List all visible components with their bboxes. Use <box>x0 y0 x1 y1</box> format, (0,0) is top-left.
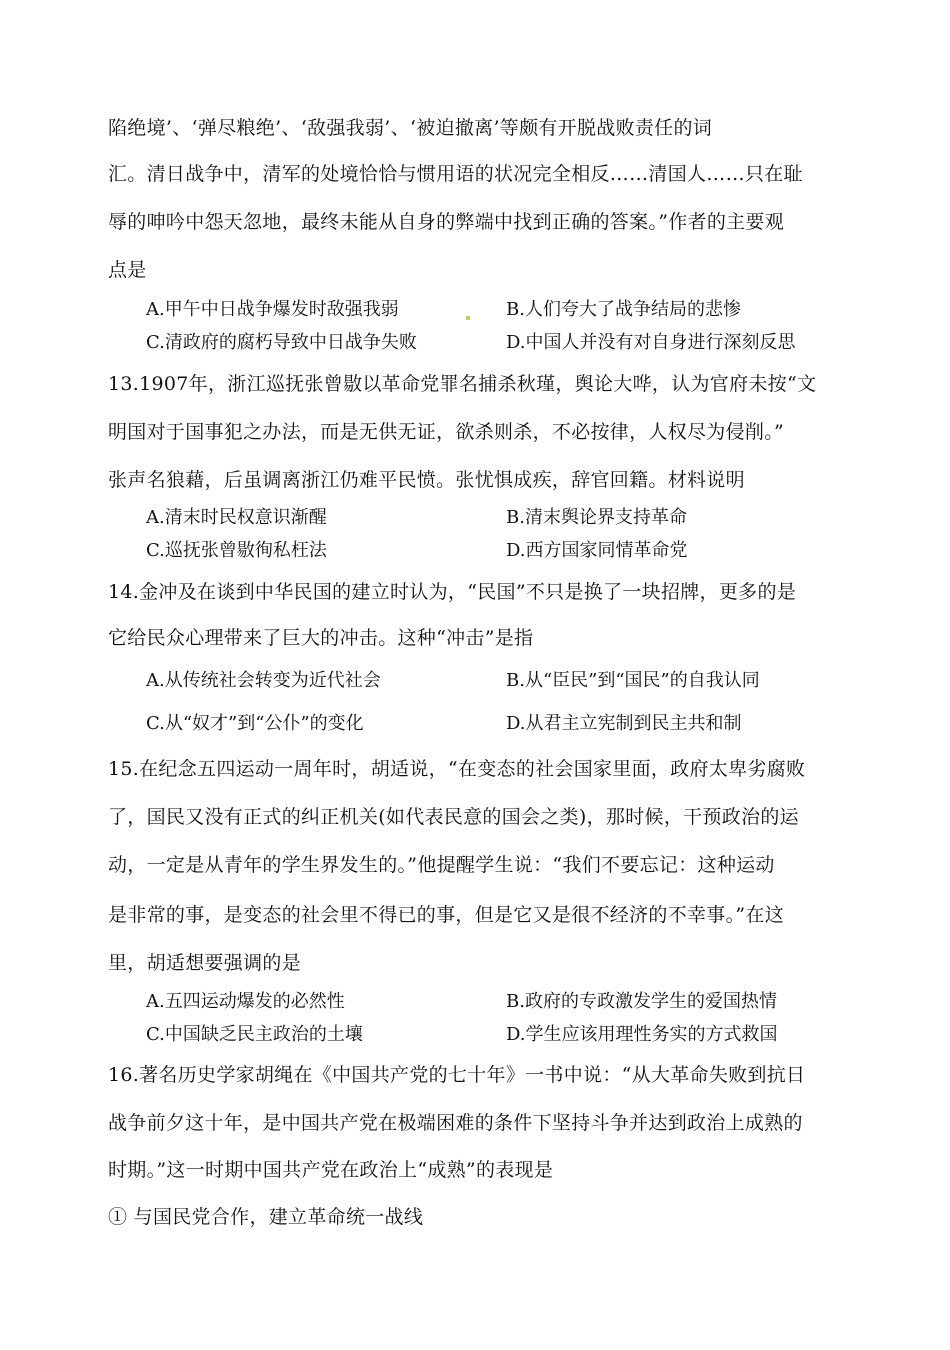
q12-option-a: A.甲午中日战争爆发时敌强我弱 <box>146 299 399 320</box>
q15-option-d: D.学生应该用理性务实的方式救国 <box>506 1024 778 1045</box>
q12-option-b: B.人们夸大了战争结局的悲惨 <box>506 299 741 320</box>
q12-option-d: D.中国人并没有对自身进行深刻反思 <box>506 332 796 353</box>
q14-line-2: 它给民众心理带来了巨大的冲击。这种“冲击”是指 <box>108 627 534 649</box>
q14-option-a: A.从传统社会转变为近代社会 <box>146 670 381 691</box>
q13-line-2: 明国对于国事犯之办法，而是无供无证，欲杀则杀，不必按律，人权尽为侵削。” <box>108 421 785 443</box>
q16-line-2: 战争前夕这十年，是中国共产党在极端困难的条件下坚持斗争并达到政治上成熟的 <box>108 1112 803 1134</box>
q13-option-a: A.清末时民权意识渐醒 <box>146 507 327 528</box>
q12-line-2: 汇。清日战争中，清军的处境恰恰与惯用语的状况完全相反……清国人……只在耻 <box>108 163 803 185</box>
q15-line-5: 里，胡适想要强调的是 <box>108 952 302 974</box>
q15-line-2: 了，国民又没有正式的纠正机关(如代表民意的国会之类)，那时候，干预政治的运 <box>108 806 799 828</box>
q15-option-c: C.中国缺乏民主政治的土壤 <box>146 1024 363 1045</box>
speck-mark <box>466 316 470 320</box>
q13-line-3: 张声名狼藉，后虽调离浙江仍难平民愤。张忧惧成疾，辞官回籍。材料说明 <box>108 469 745 491</box>
q16-line-1: 16.著名历史学家胡绳在《中国共产党的七十年》一书中说：“从大革命失败到抗日 <box>108 1064 806 1086</box>
q13-line-1: 13.1907年，浙江巡抚张曾敭以革命党罪名捕杀秋瑾，舆论大哗，认为官府未按“文 <box>108 373 817 395</box>
q13-option-c: C.巡抚张曾敭徇私枉法 <box>146 540 327 561</box>
q14-line-1: 14.金冲及在谈到中华民国的建立时认为，“民国”不只是换了一块招牌，更多的是 <box>108 581 797 603</box>
q16-item-1: ① 与国民党合作，建立革命统一战线 <box>108 1206 424 1228</box>
q14-option-c: C.从“奴才”到“公仆”的变化 <box>146 713 364 734</box>
q14-option-d: D.从君主立宪制到民主共和制 <box>506 713 742 734</box>
q14-option-b: B.从“臣民”到“国民”的自我认同 <box>506 670 760 691</box>
q15-line-1: 15.在纪念五四运动一周年时，胡适说，“在变态的社会国家里面，政府太卑劣腐败 <box>108 758 806 780</box>
q12-option-c: C.清政府的腐朽导致中日战争失败 <box>146 332 417 353</box>
q15-line-4: 是非常的事，是变态的社会里不得已的事，但是它又是很不经济的不幸事。”在这 <box>108 904 785 926</box>
q15-option-b: B.政府的专政激发学生的爱国热情 <box>506 991 777 1012</box>
q12-line-3: 辱的呻吟中怨天忽地，最终未能从自身的弊端中找到正确的答案。”作者的主要观 <box>108 211 785 233</box>
q15-line-3: 动，一定是从青年的学生界发生的。”他提醒学生说：“我们不要忘记：这种运动 <box>108 854 775 876</box>
q12-line-4: 点是 <box>108 259 147 281</box>
q15-option-a: A.五四运动爆发的必然性 <box>146 991 345 1012</box>
q16-line-3: 时期。”这一时期中国共产党在政治上“成熟”的表现是 <box>108 1159 554 1181</box>
q13-option-b: B.清末舆论界支持革命 <box>506 507 687 528</box>
q12-line-1: 陷绝境’、‘弹尽粮绝’、‘敌强我弱’、‘被迫撤离’等颇有开脱战败责任的词 <box>108 117 713 139</box>
q13-option-d: D.西方国家同情革命党 <box>506 540 688 561</box>
